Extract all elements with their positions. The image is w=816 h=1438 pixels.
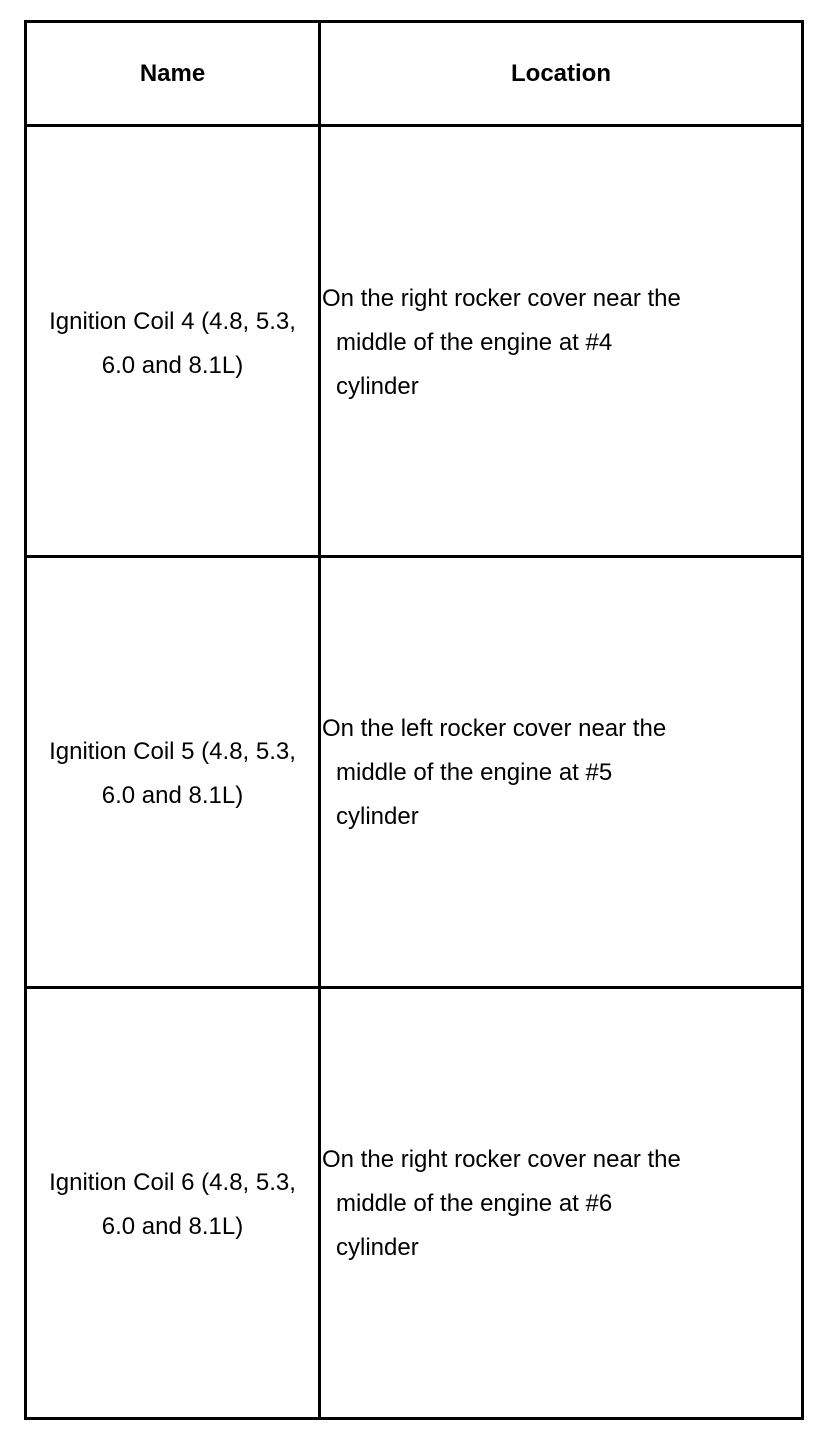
header-location: Location: [511, 60, 611, 87]
table-row-name: [24, 300, 321, 388]
location-line: middle of the engine at #6: [336, 1190, 613, 1217]
name-line: 6.0 and 8.1L): [101, 1213, 244, 1240]
location-line: middle of the engine at #5: [336, 759, 613, 786]
location-line: On the right rocker cover near the: [322, 285, 681, 312]
location-line: On the right rocker cover near the: [322, 1146, 681, 1173]
name-line: Ignition Coil 5 (4.8, 5.3,: [49, 738, 296, 765]
table-row-name: [24, 730, 321, 818]
name-line: Ignition Coil 6 (4.8, 5.3,: [49, 1169, 296, 1196]
ignition-coil-table: [24, 20, 804, 1420]
table-row-location: [322, 707, 801, 839]
row-divider-1: [24, 555, 804, 558]
location-line: cylinder: [336, 1234, 419, 1261]
location-line: On the left rocker cover near the: [322, 715, 667, 742]
table-border-bottom: [24, 1417, 804, 1420]
table-row-name: [24, 1161, 321, 1249]
name-line: 6.0 and 8.1L): [101, 352, 244, 379]
location-line: cylinder: [336, 373, 419, 400]
location-line: cylinder: [336, 803, 419, 830]
header-name: Name: [139, 60, 206, 87]
table-border-top: [24, 20, 804, 23]
table-row-location: [322, 277, 801, 409]
name-line: 6.0 and 8.1L): [101, 782, 244, 809]
location-line: middle of the engine at #4: [336, 329, 613, 356]
name-line: Ignition Coil 4 (4.8, 5.3,: [49, 308, 296, 335]
table-row-location: [322, 1138, 801, 1270]
header-divider: [24, 124, 804, 127]
row-divider-2: [24, 986, 804, 989]
table-border-right: [801, 20, 804, 1420]
